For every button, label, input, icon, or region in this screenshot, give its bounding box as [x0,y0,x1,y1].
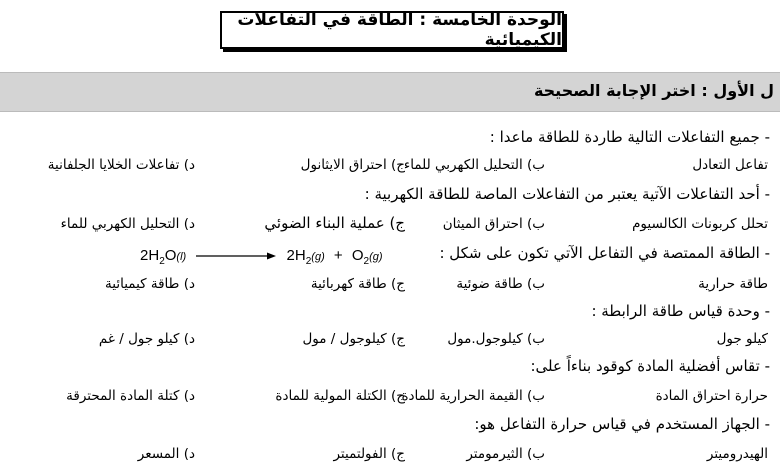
question-2: - أحد التفاعلات الآتية يعتبر من التفاعلات الماصة للطاقة الكهربية : [364,185,770,203]
q6-option-a: الهيدروميتر [706,446,768,462]
q4-option-c: ج) كيلوجول / مول [302,331,405,347]
q5-option-a: حرارة احتراق المادة [655,388,768,404]
question-5: - تقاس أفضلية المادة كوقود بناءاً على: [530,357,770,375]
q1-option-d: د) تفاعلات الخلايا الجلفانية [47,157,195,173]
eq-plus: + [333,247,343,264]
q3-option-c: ج) طاقة كهربائية [310,276,405,292]
eq-product2-sub: 2 [363,256,370,267]
q4-option-a: كيلو جول [716,331,768,347]
q1-option-c: ج) احتراق الايثانول [300,157,405,173]
q3-option-d: د) طاقة كيميائية [105,276,195,292]
question-3: - الطاقة الممتصة في التفاعل الآتي تكون على شكل : [439,244,770,262]
eq-product2-state: (g) [369,251,383,263]
unit-title-box [220,11,564,49]
section-header-bar [0,72,780,112]
eq-reactant: 2H [140,247,160,264]
q6-option-c: ج) الفولتميتر [333,446,405,462]
eq-reactant-state: (l) [176,251,187,263]
reaction-arrow-icon [196,251,276,261]
question-6: - الجهاز المستخدم في قياس حرارة التفاعل هو: [474,415,770,433]
eq-reactant-sub: 2 [159,256,165,267]
q5-option-c: ج) الكتلة المولية للمادة [275,388,405,404]
q2-option-a: تحلل كربونات الكالسيوم [632,216,768,232]
q1-option-b: ب) التحليل الكهربي للماء [403,157,545,173]
q2-option-d: د) التحليل الكهربي للماء [60,216,195,232]
eq-reactant-tail: O [164,247,177,264]
q3-option-b: ب) طاقة ضوئية [456,276,545,292]
q2-option-c: ج) عملية البناء الضوئي [264,214,405,232]
section-title: ل الأول : اختر الإجابة الصحيحة [533,81,774,100]
q2-option-b: ب) احتراق الميثان [442,216,545,232]
eq-product1-sub: 2 [305,256,312,267]
q6-option-d: د) المسعر [137,446,195,462]
question-4: - وحدة قياس طاقة الرابطة : [591,302,770,320]
eq-product2: O [351,247,364,264]
q5-option-d: د) كتلة المادة المحترقة [66,388,195,404]
eq-product1: 2H [286,247,306,264]
unit-title: الوحدة الخامسة : الطاقة في التفاعلات الكيميائية [237,10,562,50]
reaction-equation [140,247,383,267]
q5-option-b: ب) القيمة الحرارية للمادة [401,388,545,404]
q6-option-b: ب) الثيرمومتر [466,446,545,462]
q3-option-a: طاقة حرارية [698,276,768,292]
q1-option-a: تفاعل التعادل [692,157,768,173]
q4-option-b: ب) كيلوجول.مول [447,331,545,347]
q4-option-d: د) كيلو جول / غم [98,331,195,347]
eq-product1-state: (g) [311,251,325,263]
question-1: - جميع التفاعلات التالية طاردة للطاقة ماعدا : [489,128,770,146]
